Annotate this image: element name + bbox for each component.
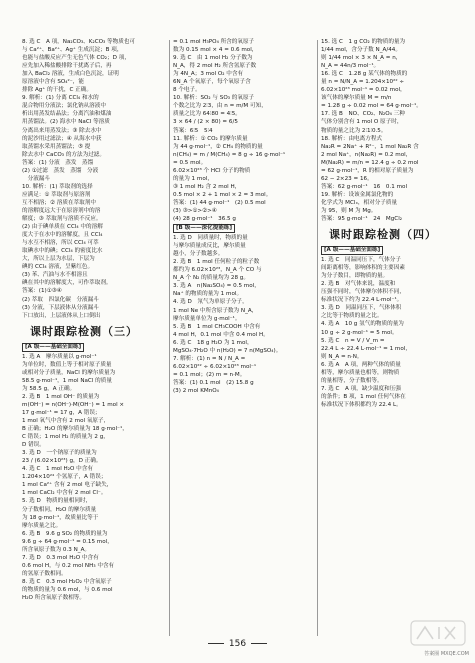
text-line: C 错误；1 mol H₂ 的质量为 2 g， — [22, 434, 109, 441]
text-line: 2. 选 B 1 mol 任何粒子的粒子数 — [173, 259, 260, 266]
text-line: 10. 解析：(1) 萃取剂的选择 — [22, 183, 93, 190]
text-line: 加入 BaCl₂ 溶液，生成白色沉淀，证明 — [22, 71, 119, 78]
text-line: 4. 选 C 1 mol H₂O 中含有 — [22, 466, 93, 473]
text-line: 解度；③ 萃取剂与溶质不反应。 — [22, 216, 102, 223]
text-line: 分子数相同，H₂O 的摩尔质量 — [22, 506, 97, 513]
text-line: 6. 选 B 9.6 g SO₂ 的物质的量为 — [22, 530, 108, 537]
text-line: 与摩尔质量成反比，摩尔质量 — [173, 243, 246, 250]
text-line: (3) 2 mol KMnO₄ — [173, 387, 219, 394]
text-line: 19. 解析：设该金属氯化物的 — [321, 191, 394, 198]
text-line: 7. 选 D 0.3 mol H₂O 中含有 — [22, 554, 99, 561]
text-line: 1. 选 A 摩尔质量以 g·mol⁻¹ — [22, 353, 97, 360]
text-line: 8. 选 C 0.3 mol H₂O₂ 中含氧原子 — [22, 578, 112, 585]
text-line: 量 n = N/N_A = 1.204×10²² ÷ — [321, 79, 405, 86]
text-line: 的条件；B 项，1 mol 任何气体在 — [321, 393, 406, 400]
text-line: 22.4 L ÷ 22.4 L·mol⁻¹ = 1 mol， — [321, 345, 411, 352]
text-line: 8 个电子。 — [173, 87, 201, 94]
text-line: 3. 选 D 同温同压下，气体体积 — [321, 305, 402, 312]
text-line: 1.204×10²⁴ 个氢原子，A 错误； — [22, 474, 107, 481]
text-line: 6. 选 A A 项，两种气体的质量 — [321, 361, 401, 368]
text-line: 9. 选 C 由 1 mol H₂ 分子数为 — [173, 55, 253, 62]
text-line: 17. 选 B NO、CO₂、N₂O₄ 三种 — [321, 111, 405, 118]
text-line: 分液漏斗 — [22, 175, 50, 182]
text-line: 质量之比为 64∶80 = 4∶5。 — [173, 111, 241, 118]
col2-text-top — [173, 38, 319, 223]
text-line: 气体分别含有 1 mol O 原子时， — [321, 119, 403, 126]
text-line: 6.02×10²³ mol⁻¹ = 0.02 mol， — [321, 87, 406, 94]
text-line: 该气体的摩尔质量 M = m/n — [321, 95, 392, 102]
text-line: 与水互不相溶，所以 CCl₄ 可萃 — [22, 240, 99, 247]
text-line: 之比等于物质的量之比。 — [321, 313, 383, 320]
text-line: 应先加入稀盐酸排除干扰离子后，再 — [22, 63, 112, 70]
text-line: 为 4N_A；3 mol O₂ 中含有 — [173, 71, 244, 78]
text-line: 除去水中 CaCO₃ 的方法为过滤。 — [22, 151, 105, 158]
text-line: = 1.28 g ÷ 0.02 mol = 64 g·mol⁻¹。 — [321, 103, 422, 110]
text-line: 答案：(1) 分液 蒸发 蒸馏 — [22, 159, 94, 166]
text-line: 混合物用分液法；氯化钠从溶液中 — [22, 103, 106, 110]
text-line: 答案：(1)①③④ — [22, 288, 62, 295]
text-line: Na₂R = 2Na⁺ + R²⁻，1 mol Na₂R 含 — [321, 143, 419, 150]
text-line: 11. 解析：① CO₂ 的摩尔质量 — [173, 135, 248, 142]
text-line: 9.6 g ÷ 64 g·mol⁻¹ = 0.15 mol， — [22, 538, 113, 545]
text-line: 4. 选 A 10 g 氢气的物质的量为 — [321, 321, 404, 328]
col2-text-bottom — [173, 234, 319, 395]
text-line: 取碘水中的碘；CCl₄ 的密度比水 — [22, 248, 103, 255]
watermark-text: 答案圈 MXQE.COM — [424, 651, 469, 657]
text-line: 的泥沙用过滤法；④ 从海水中获 — [22, 135, 102, 142]
text-line: 10. 解析：SO₂ 与 SO₃ 的氧原子 — [173, 95, 255, 102]
text-line: 摩尔质量之比。 — [22, 522, 62, 529]
text-line: = 62 g·mol⁻¹，R 的相对原子质量为 — [321, 167, 414, 174]
text-line: 6.02×10²³ 个 HCl 分子的物质 — [173, 167, 251, 174]
text-line: 度大于在水中的溶解度，且 CCl₄ — [22, 232, 103, 239]
text-line: 1/44 mol，含分子数 N_A/44。 — [321, 47, 401, 54]
text-line: 答案：95 g·mol⁻¹ 24 MgCl₂ — [321, 216, 403, 223]
text-line: 化学式为 MClₓ，相对分子质量 — [321, 199, 398, 206]
text-line: ③ 1 mol H₂ 含 2 mol H， — [173, 183, 241, 190]
text-line: 23 / (6.02×10²³) g，D 正确。 — [22, 458, 102, 465]
text-line: 6N_A 个氧原子，每个氧原子含 — [173, 79, 251, 86]
text-line: (3) 苯、汽油与水不相溶且 — [22, 272, 88, 279]
text-line: 为 18 g·mol⁻¹，故质量比等于 — [22, 514, 99, 521]
text-line: 1 mol Ne 中所含原子数为 N_A， — [173, 307, 258, 314]
text-line: = 0.1 mol H₃PO₄ 所含的氧原子 — [173, 39, 255, 45]
text-line: N_A，得 2 mol H₂ 所含氢原子数 — [173, 63, 257, 70]
page-number: 156 — [228, 639, 247, 649]
col3-text-top — [321, 38, 467, 223]
text-line: 都约为 6.02×10²³，N_A 个 CO 与 — [173, 267, 262, 274]
text-line: 8. 选 C A 项，Na₂CO₃、K₂CO₃ 等物质也可 — [22, 39, 135, 45]
text-line: N_A 个 N₂ 的质量均为 28 g。 — [173, 275, 249, 282]
text-line: 标准状况下体积都约为 22.4 L。 — [321, 401, 402, 408]
column-right — [321, 38, 467, 638]
text-line: = 0.5 mol。 — [173, 159, 207, 166]
text-line: (3) ③>①>②>④ — [173, 207, 217, 214]
text-line: 个数之比为 2∶3，由 n = m/M 可知， — [173, 103, 267, 110]
text-line: 0.6 mol H，与 0.2 mol NH₃ 中含有 — [22, 562, 115, 569]
text-line: N_A = 44n/3 mol⁻¹。 — [321, 63, 380, 70]
text-line: (3) 分液，下层液体从分液漏斗 — [22, 304, 99, 311]
text-line: 取蒸馏水采用蒸馏法；⑤ 提 — [22, 143, 91, 150]
text-line: 下口放出，上层液体从上口倒出 — [22, 312, 101, 319]
text-line: 则 N_A = n·N。 — [321, 353, 363, 360]
text-line: 为 44 g·mol⁻¹，② CH₄ 的物质的量 — [173, 143, 263, 150]
group-b-label: [B 级——深化提能练] — [173, 224, 235, 233]
page-footer — [0, 637, 475, 651]
column-left — [22, 38, 168, 638]
section-title-3: 课时跟踪检测（三） — [30, 324, 138, 338]
text-line: 2 mol Na⁺，n(Na₂R) = 0.2 mol， — [321, 151, 412, 158]
text-line: (2) ①过滤 蒸发 蒸馏 分液 — [22, 167, 99, 174]
text-line: m(OH⁻) = n(OH⁻)·M(OH⁻) = 1 mol × — [22, 401, 125, 408]
text-line: 则 1/44 mol × 3 × N_A = n， — [321, 55, 402, 62]
text-line: 7. 选 C A 项，缺少温度和压强 — [321, 385, 401, 392]
footer-dash — [251, 643, 267, 644]
text-line: 0.5 mol × 2 + 1 mol × 2 = 3 mol。 — [173, 191, 272, 198]
text-line: = 0.1 mol；(2) m = n·M。 — [173, 371, 246, 378]
text-line: 10 g ÷ 2 g·mol⁻¹ = 5 mol。 — [321, 329, 398, 336]
col1-text-top — [22, 38, 168, 320]
text-line: 所含氧原子数为 0.3 N_A。 — [22, 546, 91, 553]
group-a-label: [A 级——基础全面练] — [321, 246, 383, 255]
text-line: 15. 选 C 1 g CO₂ 的物质的量为 — [321, 39, 406, 45]
watermark-logo — [409, 617, 467, 653]
text-line: 的溶解度远大于在原溶剂中的溶 — [22, 207, 101, 214]
text-line: 的量为 1 mol， — [173, 175, 213, 182]
text-line: (2) 由于碘单质在 CCl₄ 中的溶解 — [22, 224, 103, 231]
col1-text-bottom — [22, 353, 168, 602]
footer-dash — [208, 643, 224, 644]
text-line: 16. 选 C 1.28 g 某气体的物质的 — [321, 71, 408, 78]
text-line: 为分子数目，即物质的量。 — [321, 273, 389, 280]
text-line: M(Na₂R) = m/n = 12.4 g ÷ 0.2 mol — [321, 159, 419, 166]
text-line: n(CH₄) = m / M(CH₄) = 8 g ÷ 16 g·mol⁻¹ — [173, 151, 286, 158]
text-line: 为单位时，数值上等于相对原子质量 — [22, 361, 112, 368]
col3-text-bottom — [321, 256, 467, 409]
text-line: 碘的 CCl₄ 溶液，呈紫红色。 — [22, 264, 94, 271]
text-line: 1 mol 氧气中含有 2 mol 氧原子， — [22, 418, 110, 425]
text-line: 与 Ca²⁺、Ba²⁺、Ag⁺ 生成沉淀；B 项， — [22, 47, 123, 54]
text-line: 排除 Ag⁺ 的干扰，C 正确。 — [22, 87, 92, 94]
text-line: 压强不同时，气体摩尔体积不同， — [321, 289, 405, 296]
column-middle — [173, 38, 319, 638]
text-line: 3 × 64 / (2 × 80) = 6/5 — [173, 119, 238, 126]
text-line: 为 95，则 M 为 Mg。 — [321, 207, 377, 214]
text-line: 答案：(1) 44 g·mol⁻¹ (2) 0.5 mol — [173, 199, 266, 206]
text-line: D 错误。 — [22, 442, 45, 449]
text-line: 标准状况下约为 22.4 L·mol⁻¹。 — [321, 297, 403, 304]
text-line: 或相对分子质量，NaCl 的摩尔质量为 — [22, 369, 116, 376]
text-line: 答案：(1) 0.1 mol (2) 15.8 g — [173, 379, 254, 386]
text-line: 的量相等，分子数相等。 — [321, 377, 383, 384]
text-line: 6. 选 C 18 g H₂O 为 1 mol， — [173, 339, 253, 346]
text-line: 的物质的量为 0.6 mol，与 0.6 mol — [22, 587, 113, 593]
text-line: 间距离相等，影响体积的主要因素 — [321, 265, 405, 272]
text-line: 物质的量之比为 2∶1∶0.5。 — [321, 127, 387, 134]
text-line: 的氢原子数相同。 — [22, 570, 67, 577]
text-line: 碘在其中的溶解度大，可作萃取剂。 — [22, 280, 112, 287]
text-line: 2. 选 B 1 mol OH⁻ 的质量为 — [22, 393, 100, 400]
column-divider — [169, 40, 170, 636]
text-line: 6.02×10²² ÷ 6.02×10²³ mol⁻¹ — [173, 363, 257, 370]
section-title-4: 课时跟踪检测（四） — [329, 228, 437, 242]
text-line: 分离出来用蒸发法；③ 除去水中 — [22, 127, 102, 134]
text-line: 越小，分子数越多。 — [173, 251, 224, 258]
text-line: 1 mol CaCl₂ 中含有 2 mol Cl⁻。 — [22, 490, 107, 497]
text-line: 摩尔质量单位为 g·mol⁻¹。 — [173, 315, 241, 322]
text-line: 也能与盐酸反应产生无色气体 CO₂；D 项， — [22, 55, 130, 62]
text-line: 相等，摩尔质量也相等，则物质 — [321, 369, 400, 376]
text-line: 2. 选 B 对气体来说，温度和 — [321, 281, 396, 288]
text-line: B 正确；H₂O 的摩尔质量为 18 g·mol⁻¹， — [22, 426, 128, 433]
text-line: 4. 选 D 氖气为单原子分子， — [173, 299, 248, 306]
text-line: 17 g·mol⁻¹ = 17 g，A 错误； — [22, 409, 101, 416]
text-line: 4 mol H，0.1 mol 中含 0.4 mol H。 — [173, 331, 269, 338]
text-line: 9. 解析：(1) 分离 CCl₄ 和水的 — [22, 95, 99, 102]
text-line: MgSO₄·7H₂O 中 n(H₂O) = 7 n(MgSO₄)。 — [173, 347, 282, 354]
text-line: (2) 萃取 四氯化碳 分液漏斗 — [22, 296, 99, 303]
text-line: 应满足：① 萃取剂与原溶剂 — [22, 191, 91, 198]
text-line: H₂O 所含氧原子数相等。 — [22, 595, 85, 602]
text-line: 1 mol Ca²⁺ 含有 2 mol 电子缺失， — [22, 482, 113, 489]
text-line: 5. 选 C n = V / V_m = — [321, 337, 385, 344]
text-line: Na⁺ 的物质的量为 1 mol。 — [173, 291, 243, 298]
text-line: 1. 选 C 同温同压下，气体分子 — [321, 257, 401, 264]
text-line: (4) 28 g·mol⁻¹ 36.5 g — [173, 216, 236, 223]
text-line: 62 − 2×23 = 16。 — [321, 175, 373, 182]
text-line: 数为 0.15 mol × 4 = 0.6 mol， — [173, 47, 258, 54]
text-line: 答案：6∶5 5∶4 — [173, 127, 213, 134]
group-a-label: [A 级——基础全面练] — [22, 343, 84, 352]
text-line: 3. 选 A n(Na₂SO₄) = 0.5 mol， — [173, 283, 260, 290]
text-line: 大，所以上层为水层，下层为 — [22, 256, 95, 263]
text-line: 原溶液中含有 SO₄²⁻，能 — [22, 79, 84, 86]
text-line: 用蒸馏法。(2) 海水中 NaCl 等溶质 — [22, 119, 110, 126]
text-line: 互不相溶；② 溶质在萃取剂中 — [22, 199, 96, 206]
text-line: 18. 解析：由电离方程式 — [321, 135, 383, 142]
text-line: 为 58.5 g，A 正确。 — [22, 385, 76, 392]
column-divider — [317, 40, 318, 636]
text-line: 58.5 g·mol⁻¹，1 mol NaCl 的质量 — [22, 377, 112, 384]
text-line: 5. 选 D 物质的量相同时， — [22, 498, 92, 505]
text-line: 1. 选 D 同质量时，物质的量 — [173, 235, 248, 242]
text-line: 析出用蒸发结晶法；分离汽油和煤油 — [22, 111, 112, 118]
text-line: 3. 选 D 一个钠原子的质量为 — [22, 450, 97, 457]
text-line: 7. 解析：(1) n = N / N_A = — [173, 355, 246, 362]
text-line: 5. 选 B 1 mol CH₃COOH 中含有 — [173, 323, 261, 330]
text-line: 答案：62 g·mol⁻¹ 16 0.1 mol — [321, 183, 408, 190]
